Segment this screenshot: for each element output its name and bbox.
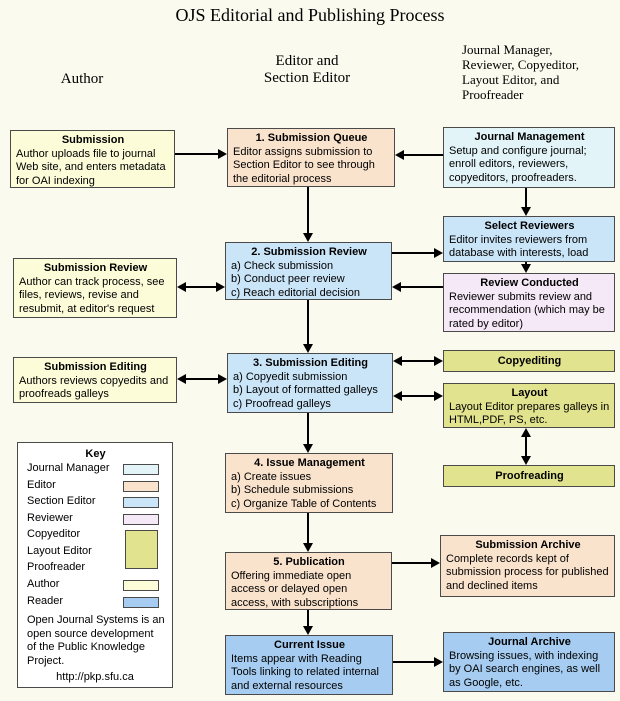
- box-select-reviewers: [443, 216, 615, 262]
- box-submission-title: Submission: [61, 134, 125, 146]
- page-title: OJS Editorial and Publishing Process: [175, 5, 445, 25]
- key-label-section-editor: Section Editor: [27, 495, 96, 507]
- box-submission-archive: [440, 535, 615, 597]
- box-submission-queue-body: Editor assigns submission to Section Editor to see through the editorial process: [233, 145, 375, 185]
- box-copyediting-title: Copyediting: [497, 355, 562, 367]
- box-review-conducted-body: Reviewer submits review and recommendation (which may be rated by editor): [449, 290, 605, 330]
- box-journal-archive-title: Journal Archive: [488, 636, 571, 648]
- key-label-reader: Reader: [27, 595, 64, 607]
- box-publication-title: 5. Publication: [273, 556, 345, 568]
- box-proofreading-title: Proofreading: [495, 470, 564, 482]
- column-header-others: Journal Manager, Reviewer, Copyeditor, Layout Editor, and Proofreader: [462, 42, 580, 102]
- box-review-conducted: [443, 273, 615, 332]
- box-submission-review: [225, 242, 392, 300]
- column-header-author: Author: [60, 71, 104, 87]
- box-issue-management-body: a) Create issues b) Schedule submissions c) Organize Table of Contents: [231, 470, 377, 510]
- box-layout: [443, 383, 615, 428]
- box-journal-archive-body: Browsing issues, with indexing by OAI search engines, as well as Google, etc.: [449, 649, 601, 689]
- box-journal-archive: [443, 632, 615, 692]
- box-current-issue-body: Items appear with Reading Tools linking to related internal and external resources: [231, 652, 379, 692]
- box-layout-body: Layout Editor prepares galleys in HTML,PDF, PS, etc.: [449, 400, 610, 426]
- key-swatch-reader: [123, 597, 159, 608]
- key-label-reviewer: Reviewer: [27, 512, 73, 524]
- key-swatch-reviewer: [123, 514, 159, 525]
- box-submission-editing-author-title: Submission Editing: [44, 361, 147, 373]
- box-submission-review-author-title: Submission Review: [43, 262, 148, 274]
- box-submission-review-author-body: Author can track process, see files, reviews, revise and resubmit, at editor's request: [19, 275, 165, 315]
- box-issue-management-title: 4. Issue Management: [254, 457, 365, 469]
- box-review-conducted-title: Review Conducted: [480, 277, 579, 289]
- key-label-layout-editor: Layout Editor: [27, 545, 92, 557]
- box-proofreading: [443, 465, 615, 487]
- box-submission-body: Author uploads file to journal Web site, and enters metadata for OAI indexing: [16, 147, 166, 187]
- box-submission-editing: [227, 353, 393, 413]
- box-journal-management-body: Setup and configure journal; enroll editors, reviewers, copyeditors, proofreaders.: [449, 144, 587, 184]
- box-submission-review-title: 2. Submission Review: [251, 246, 367, 258]
- box-issue-management: [225, 453, 393, 513]
- box-journal-management: [443, 127, 615, 188]
- box-submission-editing-title: 3. Submission Editing: [253, 357, 368, 369]
- key-url: http://pkp.sfu.ca: [56, 671, 134, 683]
- box-submission-review-author: [13, 258, 177, 318]
- box-layout-title: Layout: [511, 387, 548, 399]
- box-select-reviewers-body: Editor invites reviewers from database with interests, load: [449, 233, 589, 259]
- key-label-journal-manager: Journal Manager: [27, 462, 110, 474]
- box-select-reviewers-title: Select Reviewers: [484, 220, 575, 232]
- box-submission-archive-body: Complete records kept of submission process for published and declined items: [446, 552, 609, 592]
- box-submission-editing-body: a) Copyedit submission b) Layout of formatted galleys c) Proofread galleys: [233, 370, 378, 410]
- box-current-issue: [225, 635, 393, 695]
- box-submission-queue: [227, 128, 395, 187]
- key-title: Key: [85, 448, 106, 460]
- key-note: Open Journal Systems is an open source development of the Public Knowledge Project.: [27, 614, 165, 667]
- box-publication: [225, 552, 392, 610]
- key-swatch-copyeditor-group: [125, 530, 158, 569]
- box-submission-archive-title: Submission Archive: [475, 539, 581, 551]
- key-label-author: Author: [27, 578, 60, 590]
- key-label-copyeditor: Copyeditor: [27, 528, 81, 540]
- box-submission-editing-author: [13, 357, 177, 403]
- box-current-issue-title: Current Issue: [274, 639, 345, 651]
- key-swatch-journal-manager: [123, 464, 159, 475]
- box-submission-review-body: a) Check submission b) Conduct peer review c) Reach editorial decision: [231, 259, 361, 299]
- key-swatch-author: [123, 580, 159, 591]
- box-copyediting: [443, 350, 615, 372]
- box-submission-editing-author-body: Authors reviews copyedits and proofreads galleys: [19, 374, 169, 400]
- key-label-proofreader: Proofreader: [27, 561, 86, 573]
- key-swatch-section-editor: [123, 497, 159, 508]
- box-journal-management-title: Journal Management: [474, 131, 585, 143]
- key-label-editor: Editor: [27, 479, 56, 491]
- box-publication-body: Offering immediate open access or delayed open access, with subscriptions: [231, 569, 359, 609]
- key-swatch-editor: [123, 481, 159, 492]
- column-header-editor: Editor and Section Editor: [263, 53, 351, 86]
- box-submission: [10, 130, 175, 188]
- box-submission-queue-title: 1. Submission Queue: [255, 132, 368, 144]
